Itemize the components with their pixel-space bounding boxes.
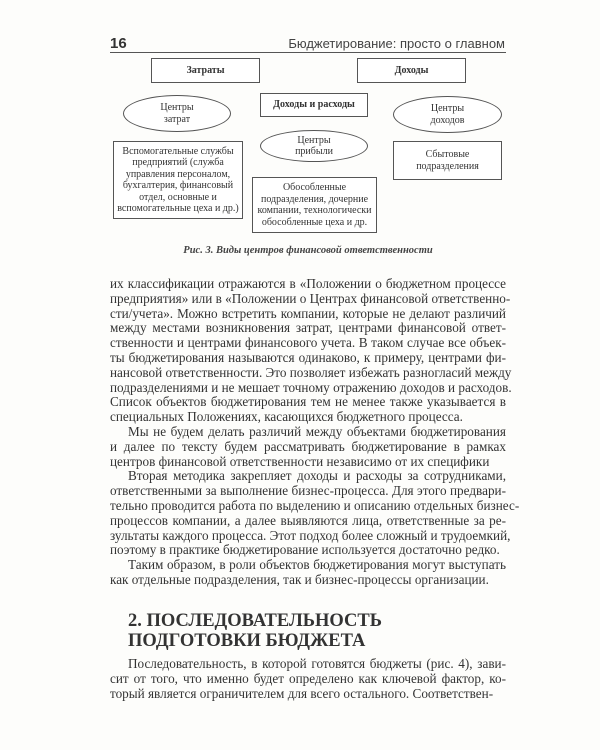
text-line: ты бюджетирования называются одинаково, к примеру, центрами фи- <box>110 349 506 365</box>
text-line: как отдельные подразделения, так и бизнес-процессы организации. <box>110 571 489 587</box>
running-title: Бюджетирование: просто о главном <box>288 36 505 51</box>
text-line: подразделениями и не мешает точному отражению доходов и расходов. <box>110 379 512 395</box>
text-line: Мы не будем делать различий между объектами бюджетирования <box>128 423 506 439</box>
text-line: их классификации отражаются в «Положении о бюджетном процессе <box>110 276 506 291</box>
costs-box: Затраты <box>151 58 260 83</box>
body-text <box>110 276 520 588</box>
section-heading-line-2: ПОДГОТОВКИ БЮДЖЕТА <box>128 631 366 651</box>
revenue-centers-ellipse: Центры доходов <box>393 96 502 133</box>
paragraph <box>110 276 512 425</box>
text-line: ственности и центрами финансового учета. В таком случае все объек- <box>110 335 506 351</box>
paragraph <box>110 425 506 469</box>
revenues-and-costs-box: Доходы и расходы <box>260 93 368 117</box>
text-line: между местами возникновения затрат, центрами финансовой ответ- <box>110 320 506 336</box>
text-line: торый является ограничителем для всего остального. Соответствен- <box>110 685 494 701</box>
figure-caption: Рис. 3. Виды центров финансовой ответственности <box>183 245 433 256</box>
page-number: 16 <box>110 35 127 52</box>
text-line: Таким образом, в роли объектов бюджетирования могут выступать <box>128 557 506 573</box>
text-line: и далее по тексту будем рассматривать бюджетирование в рамках <box>110 438 506 454</box>
paragraph <box>110 558 506 588</box>
profit-examples-box: Обособленные подразделения, дочерние компании, технологически обособленные цеха и др. <box>252 177 377 233</box>
text-line: зультаты каждого процесса. Этот подход более сложный и трудоемкий, <box>110 527 511 543</box>
text-line: процессов компании, а далее выявляются лица, ответственные за ре- <box>110 512 506 528</box>
text-line: Вторая методика закрепляет доходы и расходы за сотрудниками, <box>128 468 506 484</box>
revenue-examples-box: Сбытовые подразделения <box>393 141 502 180</box>
text-line: сит от того, что именно будет определено как ключевой фактор, ко- <box>110 670 506 686</box>
text-line: сти/учета». Можно встретить компании, которые не делают различий <box>110 305 506 321</box>
final-paragraph <box>110 657 506 701</box>
section-heading-line-1: 2. ПОСЛЕДОВАТЕЛЬНОСТЬ <box>128 611 382 631</box>
section-heading <box>128 611 382 651</box>
text-line: центров финансовой ответственности независимо от их специфики <box>110 453 490 469</box>
cost-examples-box: Вспомогательные службы предприятий (служба управления персоналом, бухгалтерия, финансовый отдел, основные и вспомогательные цеха и др.) <box>113 141 243 219</box>
text-line: Список объектов бюджетирования тем не менее также указывается в <box>110 394 506 410</box>
profit-centers-ellipse: Центры прибыли <box>260 130 368 162</box>
paragraph <box>110 468 520 558</box>
text-line: предприятия» или в «Положении о Центрах финансовой ответственно- <box>110 290 511 306</box>
header-rule <box>110 52 506 53</box>
text-line: тельно проводится работа по выделению и описанию отдельных бизнес- <box>110 497 520 513</box>
text-line: поэтому в практике бюджетирование используется достаточно редко. <box>110 542 500 558</box>
revenues-box: Доходы <box>357 58 466 83</box>
cost-centers-ellipse: Центры затрат <box>123 95 231 132</box>
paragraph <box>110 657 506 701</box>
text-line: ответственными за выполнение бизнес-процесса. Для этого предвари- <box>110 483 506 499</box>
text-line: Последовательность, в которой готовятся бюджеты (рис. 4), зави- <box>128 656 506 671</box>
text-line: нансовой ответственности. Это позволяет избежать разногласий между <box>110 364 512 380</box>
text-line: специальных Положениях, касающихся бюджетного процесса. <box>110 409 463 425</box>
